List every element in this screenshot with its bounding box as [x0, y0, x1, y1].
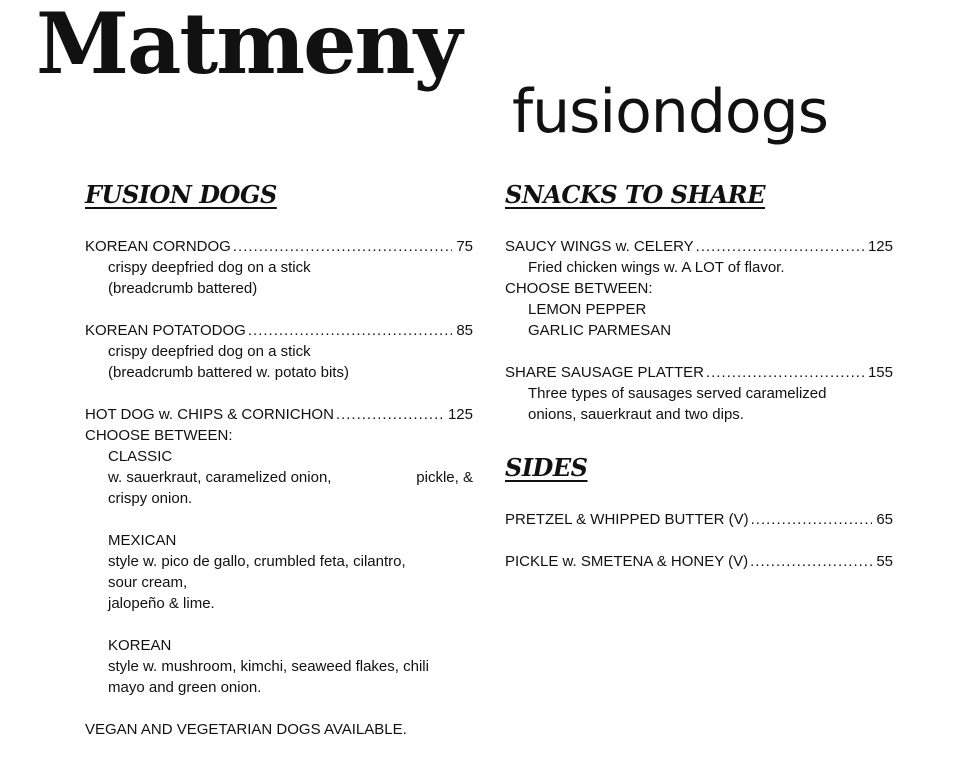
option-label-mexican: MEXICAN	[108, 532, 177, 549]
item-description: crispy deepfried dog on a stick	[108, 259, 311, 276]
dot-leader	[706, 362, 864, 383]
item-description: (breadcrumb battered)	[108, 280, 258, 297]
section-title-sides: SIDES	[505, 453, 588, 482]
choose-between-label: CHOOSE BETWEEN:	[505, 280, 653, 297]
item-name: KOREAN POTATODOG	[85, 322, 246, 339]
menu-item-hot-dog	[85, 404, 473, 425]
item-name: PICKLE w. SMETENA & HONEY (V)	[505, 553, 749, 570]
item-name: KOREAN CORNDOG	[85, 238, 231, 255]
vegan-note: VEGAN AND VEGETARIAN DOGS AVAILABLE.	[85, 721, 407, 738]
item-price: 85	[456, 322, 473, 339]
item-description: crispy deepfried dog on a stick	[108, 343, 311, 360]
menu-item-pickle	[505, 551, 893, 572]
snacks-section	[505, 180, 893, 572]
item-price: 75	[456, 238, 473, 255]
menu-item-saucy-wings	[505, 236, 893, 257]
item-name: SHARE SAUSAGE PLATTER	[505, 364, 704, 381]
dot-leader	[696, 236, 864, 257]
dot-leader	[233, 236, 452, 257]
option-description: jalopeño & lime.	[108, 595, 215, 612]
option-label-korean: KOREAN	[108, 637, 172, 654]
fusion-dogs-section	[85, 180, 473, 740]
item-price: 65	[876, 511, 893, 528]
item-description: onions, sauerkraut and two dips.	[528, 406, 744, 423]
item-price: 55	[876, 553, 893, 570]
option-description: crispy onion.	[108, 490, 193, 507]
option-description-classic	[85, 467, 473, 488]
option-description: sour cream,	[108, 574, 188, 591]
item-name: HOT DOG w. CHIPS & CORNICHON	[85, 406, 334, 423]
option-description: mayo and green onion.	[108, 679, 262, 696]
item-price: 155	[867, 364, 893, 381]
option-description: pickle, &	[416, 469, 473, 486]
item-name: PRETZEL & WHIPPED BUTTER (V)	[505, 511, 749, 528]
item-description: (breadcrumb battered w. potato bits)	[108, 364, 349, 381]
option-label-garlic-parmesan: GARLIC PARMESAN	[528, 322, 672, 339]
option-label-lemon-pepper: LEMON PEPPER	[528, 301, 647, 318]
option-description: w. sauerkraut, caramelized onion,	[108, 469, 332, 486]
menu-item-korean-potatodog	[85, 320, 473, 341]
dot-leader	[751, 509, 873, 530]
section-title-snacks: SNACKS TO SHARE	[505, 180, 766, 209]
item-price: 125	[867, 238, 893, 255]
dot-leader	[750, 551, 872, 572]
item-price: 125	[447, 406, 473, 423]
brand-subtitle: fusiondogs	[512, 77, 828, 147]
choose-between-label: CHOOSE BETWEEN:	[85, 427, 233, 444]
menu-item-sausage-platter	[505, 362, 893, 383]
dot-leader	[336, 404, 444, 425]
section-title-fusion-dogs: FUSION DOGS	[85, 180, 277, 209]
option-label-classic: CLASSIC	[108, 448, 173, 465]
item-description: Three types of sausages served caramelized	[528, 385, 827, 402]
item-name: SAUCY WINGS w. CELERY	[505, 238, 694, 255]
item-description: Fried chicken wings w. A LOT of flavor.	[528, 259, 785, 276]
brand-name: Matmeny	[36, 0, 461, 93]
menu-item-pretzel	[505, 509, 893, 530]
option-description: style w. mushroom, kimchi, seaweed flakes, chili	[108, 658, 429, 675]
option-description: style w. pico de gallo, crumbled feta, cilantro,	[108, 553, 406, 570]
menu-item-korean-corndog	[85, 236, 473, 257]
dot-leader	[248, 320, 452, 341]
